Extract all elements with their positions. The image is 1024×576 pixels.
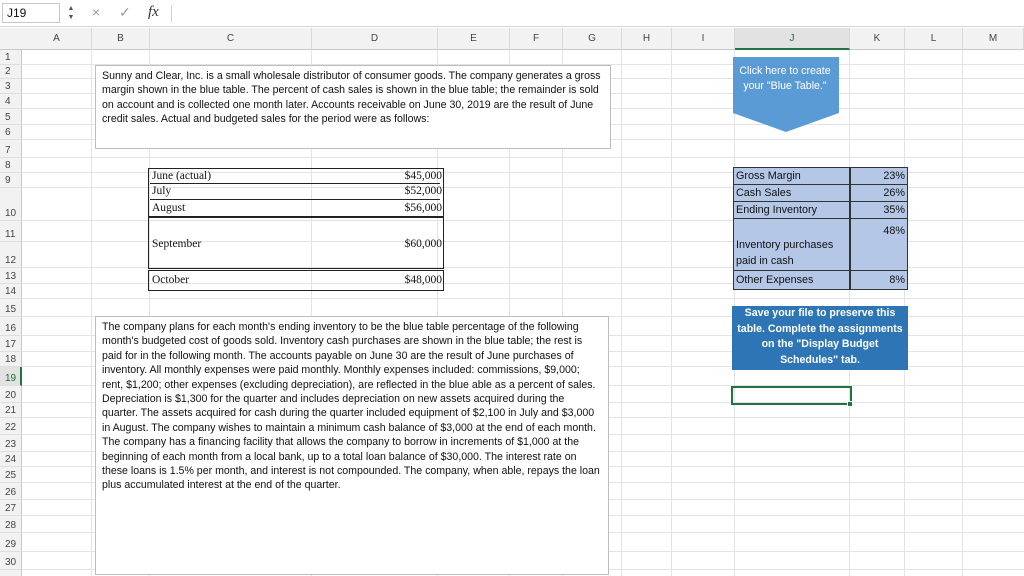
sales-value: $48,000 (404, 274, 442, 286)
row-header-19[interactable]: 19 (0, 367, 22, 386)
sales-value: $60,000 (404, 238, 442, 250)
row-header-10[interactable]: 10 (0, 188, 22, 221)
row-header-18[interactable]: 18 (0, 352, 22, 367)
row-header-2[interactable]: 2 (0, 65, 22, 79)
row-header-11[interactable]: 11 (0, 221, 22, 242)
row-header-16[interactable]: 16 (0, 317, 22, 336)
blue-table-value[interactable]: 8% (850, 270, 908, 290)
column-header-g[interactable]: G (563, 28, 622, 50)
column-header-a[interactable]: A (22, 28, 92, 50)
column-header-b[interactable]: B (92, 28, 150, 50)
blue-table-label[interactable]: Cash Sales (733, 184, 850, 202)
sales-month-label: August (152, 202, 186, 214)
row-header-23[interactable]: 23 (0, 435, 22, 452)
row-header-6[interactable]: 6 (0, 125, 22, 140)
row-header-28[interactable]: 28 (0, 516, 22, 533)
cancel-icon[interactable]: × (92, 4, 101, 20)
row-header-7[interactable]: 7 (0, 140, 22, 158)
sales-month-label: September (152, 238, 202, 250)
enter-icon[interactable]: ✓ (119, 4, 131, 20)
row-header-25[interactable]: 25 (0, 467, 22, 483)
column-header-c[interactable]: C (150, 28, 312, 50)
grid-column-line (962, 50, 963, 576)
column-header-k[interactable]: K (850, 28, 905, 50)
column-header-h[interactable]: H (622, 28, 672, 50)
row-header-27[interactable]: 27 (0, 500, 22, 516)
blue-table-value[interactable]: 48% (850, 218, 908, 271)
column-header-j[interactable]: J (735, 28, 850, 50)
sales-month-label: July (152, 185, 172, 197)
sales-underline (150, 199, 440, 200)
row-header-1[interactable]: 1 (0, 50, 22, 65)
column-header-bar (0, 28, 1024, 50)
column-header-e[interactable]: E (438, 28, 510, 50)
name-box-dropdown-icon[interactable]: ▲ ▼ (67, 5, 75, 21)
row-header-5[interactable]: 5 (0, 109, 22, 125)
row-header-15[interactable]: 15 (0, 299, 22, 317)
row-header-17[interactable]: 17 (0, 336, 22, 352)
row-header-24[interactable]: 24 (0, 452, 22, 467)
insert-function-icon[interactable]: fx (148, 4, 159, 20)
click-here-text[interactable]: Click here to create your "Blue Table." (739, 65, 831, 92)
formula-input[interactable] (175, 3, 1015, 23)
column-header-f[interactable]: F (510, 28, 563, 50)
intro-text-box[interactable]: Sunny and Clear, Inc. is a small wholesale distributor of consumer goods. The company generates a gross margin shown in the blue table. The percent of cash sales is shown in the blue table; the remainder is sold on account and is collected one month later. Accounts receivable on June 30, 2019 are the result of June credit sales. Actual and budgeted sales for the period were as follows: (95, 65, 611, 149)
sales-value: $52,000 (404, 185, 442, 197)
grid-row-line (22, 157, 1024, 158)
blue-table-value[interactable]: 35% (850, 201, 908, 219)
grid-column-line (91, 50, 92, 576)
blue-table-label[interactable]: Other Expenses (733, 270, 850, 290)
column-header-l[interactable]: L (905, 28, 963, 50)
row-header-20[interactable]: 20 (0, 386, 22, 403)
row-header-3[interactable]: 3 (0, 79, 22, 94)
row-header-26[interactable]: 26 (0, 483, 22, 500)
column-header-d[interactable]: D (312, 28, 438, 50)
blue-table-value[interactable]: 26% (850, 184, 908, 202)
plan-text-box[interactable]: The company plans for each month's ending inventory to be the blue table percentage of the following month's budgeted cost of goods sold. Inventory cash purchases are shown in the blue table; the rest is paid for in the following month. The accounts payable on June 30 are the result of June purchases of inventory. All monthly expenses were paid monthly. Monthly expenses included: commissions, $9,000; rent, $1,200; other expenses (excluding depreciation), are reflected in the blue able as a percent of sales. Depreciation is $1,300 for the quarter and includes depreciation on new assets acquired during the quarter. The assets acquired for cash during the quarter included equipment of $2,100 in July and $3,000 in August. The company wishes to maintain a minimum cash balance of $3,000 at the end of each month. The company has a financing facility that allows the company to borrow in increments of $1,000 at the beginning of each month from a local bank, up to a total loan balance of $30,000. The interest rate on these loans is 1.5% per month, and interest is not compounded. The company, when able, repays the loan plus accumulated interest at the end of the quarter. (95, 316, 609, 575)
row-header-13[interactable]: 13 (0, 268, 22, 284)
grid-column-line (671, 50, 672, 576)
grid-column-line (621, 50, 622, 576)
sales-month-label: October (152, 274, 190, 286)
column-header-m[interactable]: M (963, 28, 1024, 50)
row-header-12[interactable]: 12 (0, 242, 22, 268)
sales-underline (150, 183, 440, 184)
sales-month-label: June (actual) (152, 170, 212, 182)
row-header-4[interactable]: 4 (0, 94, 22, 109)
row-header-22[interactable]: 22 (0, 418, 22, 435)
row-header-21[interactable]: 21 (0, 403, 22, 418)
row-header-30[interactable]: 30 (0, 552, 22, 570)
sales-value: $56,000 (404, 202, 442, 214)
blue-table-value[interactable]: 23% (850, 167, 908, 185)
blue-table-label[interactable]: Ending Inventory (733, 201, 850, 219)
row-header-bar (0, 50, 22, 576)
blue-table-label[interactable]: Gross Margin (733, 167, 850, 185)
selected-cell[interactable] (731, 386, 852, 405)
fill-handle[interactable] (847, 401, 853, 407)
formula-bar-divider (171, 5, 172, 22)
name-box[interactable]: J19 (2, 3, 60, 23)
row-header-14[interactable]: 14 (0, 284, 22, 299)
row-header-8[interactable]: 8 (0, 158, 22, 173)
row-header-29[interactable]: 29 (0, 533, 22, 552)
grid-row-line (22, 298, 1024, 299)
blue-table-label[interactable]: Inventory purchases paid in cash (733, 218, 850, 271)
row-header-9[interactable]: 9 (0, 173, 22, 188)
sales-value: $45,000 (404, 170, 442, 182)
column-header-i[interactable]: I (672, 28, 735, 50)
save-note-box[interactable]: Save your file to preserve this table. Complete the assignments on the "Display Budget Schedules" tab. (732, 306, 908, 370)
